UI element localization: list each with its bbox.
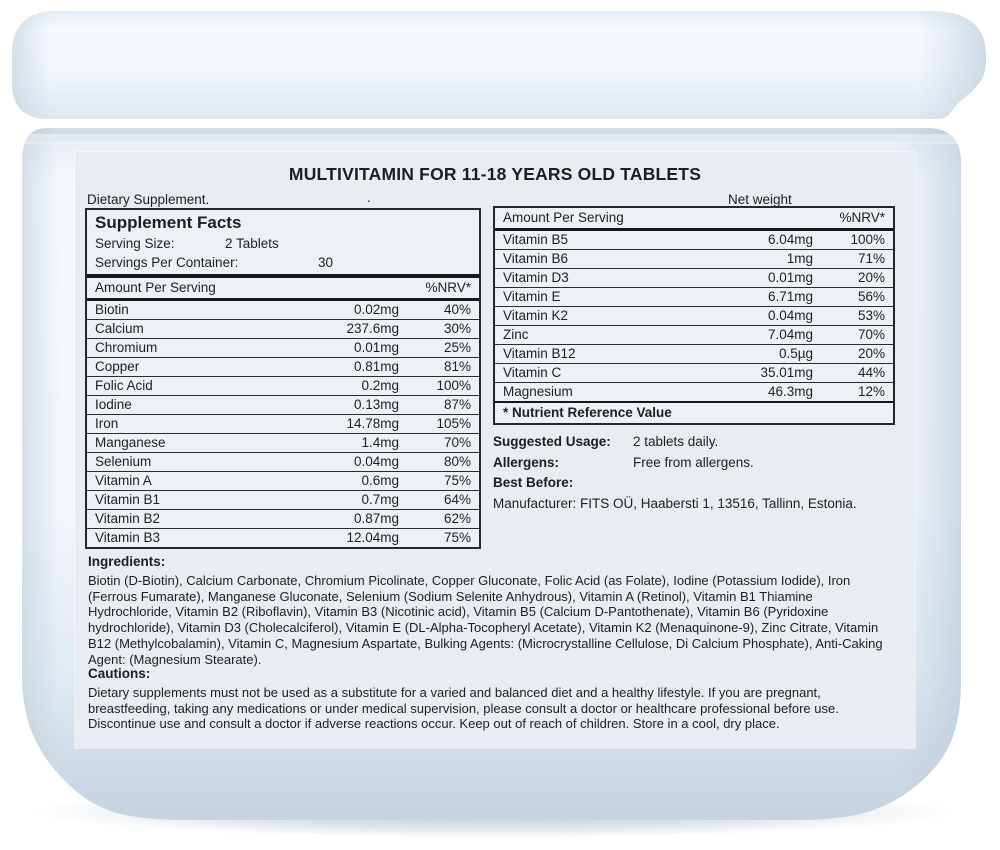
nutrient-name: Chromium [95,340,158,355]
cautions-section [88,666,900,732]
serving-size-value: 2 Tablets [225,236,279,251]
nutrient-name: Iron [95,416,119,431]
left-rows [87,301,479,547]
nrv-footnote: * Nutrient Reference Value [495,401,893,423]
nutrient-amount: 0.13mg [353,397,399,412]
nutrient-name: Vitamin B12 [503,346,576,361]
nutrient-amount: 46.3mg [767,384,813,399]
nutrient-amount: 0.87mg [353,511,399,526]
servings-per-container-label: Servings Per Container: [95,255,239,270]
nutrient-name: Vitamin C [503,365,562,380]
right-rows [495,231,893,401]
nutrient-nrv: 62% [443,511,471,526]
nutrient-name: Folic Acid [95,378,153,393]
supplement-facts-table-left [85,208,481,549]
nutrient-nrv: 64% [443,492,471,507]
nutrient-name: Magnesium [503,384,573,399]
nutrient-name: Vitamin K2 [503,308,569,323]
table-row [87,528,479,547]
nutrient-nrv: 100% [850,232,885,247]
nutrient-amount: 0.04mg [767,308,813,323]
table-row [87,471,479,490]
servings-per-container-row [87,253,479,272]
nutrient-name: Vitamin B3 [95,530,161,545]
nutrient-name: Vitamin A [95,473,152,488]
column-header-row [87,278,479,301]
serving-size-label: Serving Size: [95,236,175,251]
table-row [87,376,479,395]
allergens-label: Allergens: [493,454,560,470]
nutrient-amount: 14.78mg [346,416,399,431]
nutrient-amount: 12.04mg [346,530,399,545]
nutrient-nrv: 80% [443,454,471,469]
suggested-usage-value: 2 tablets daily. [633,434,719,449]
nutrient-name: Vitamin B1 [95,492,161,507]
nutrient-amount: 237.6mg [346,321,399,336]
nutrient-nrv: 53% [857,308,885,323]
ingredients-heading: Ingredients: [88,554,166,569]
nutrient-amount: 6.71mg [767,289,813,304]
nutrient-name: Vitamin E [503,289,561,304]
nutrient-nrv: 44% [857,365,885,380]
table-row [495,268,893,287]
table-row [87,414,479,433]
supplement-facts-heading: Supplement Facts [95,213,242,232]
cautions-heading: Cautions: [88,666,151,681]
table-row [87,490,479,509]
nutrient-nrv: 87% [443,397,471,412]
table-row [495,287,893,306]
usage-block [493,434,913,512]
nutrient-nrv: 81% [443,359,471,374]
table-row [87,452,479,471]
table-row [495,249,893,268]
nutrient-amount: 0.2mg [361,378,399,393]
table-row [87,319,479,338]
table-row [87,433,479,452]
net-weight-text: Net weight [728,192,792,207]
servings-per-container-value: 30 [318,255,334,270]
nutrient-nrv: 75% [443,473,471,488]
nutrient-nrv: 40% [443,302,471,317]
subtitle-dot: . [367,190,371,205]
nutrient-amount: 0.01mg [353,340,399,355]
nutrient-name: Calcium [95,321,144,336]
nutrient-nrv: 71% [857,251,885,266]
table-row [87,338,479,357]
product-title: MULTIVITAMIN FOR 11-18 YEARS OLD TABLETS [288,164,702,184]
table-row [87,509,479,528]
nutrient-name: Copper [95,359,140,374]
nutrient-name: Selenium [95,454,152,469]
dietary-supplement-text: Dietary Supplement. [87,192,210,207]
nutrient-name: Iodine [95,397,132,412]
nutrient-nrv: 20% [857,346,885,361]
suggested-usage-label: Suggested Usage: [493,434,611,449]
nutrient-nrv: 25% [443,340,471,355]
nutrient-name: Biotin [95,302,129,317]
column-nrv-label: %NRV* [839,210,885,225]
supplement-label [75,152,915,748]
best-before-row [493,475,913,491]
nutrient-amount: 0.5µg [778,346,813,361]
column-amount-label: Amount Per Serving [503,210,624,225]
nutrient-nrv: 30% [443,321,471,336]
nutrient-amount: 35.01mg [760,365,813,380]
column-nrv-label: %NRV* [425,280,471,295]
table-row [495,231,893,249]
nutrient-nrv: 105% [436,416,471,431]
table-row [495,363,893,382]
nutrient-nrv: 75% [443,530,471,545]
nutrient-name: Vitamin B2 [95,511,161,526]
nutrient-name: Manganese [95,435,166,450]
allergens-row [493,455,913,471]
nutrient-nrv: 12% [857,384,885,399]
table-row [87,395,479,414]
serving-size-row [87,234,479,253]
column-amount-label: Amount Per Serving [95,280,216,295]
table-row [495,306,893,325]
nutrient-amount: 0.01mg [767,270,813,285]
table-row [87,301,479,319]
nutrient-name: Vitamin B6 [503,251,569,266]
nutrient-name: Zinc [503,327,529,342]
nutrient-nrv: 56% [857,289,885,304]
supplement-facts-table-right [493,206,895,425]
nutrient-nrv: 70% [857,327,885,342]
best-before-label: Best Before: [493,475,574,490]
nutrient-amount: 0.81mg [353,359,399,374]
table-row [87,357,479,376]
table-row [495,344,893,363]
table-row [495,382,893,401]
nutrient-amount: 1.4mg [361,435,399,450]
nutrient-amount: 7.04mg [767,327,813,342]
nutrient-amount: 0.04mg [353,454,399,469]
ingredients-text: Biotin (D-Biotin), Calcium Carbonate, Chromium Picolinate, Copper Gluconate, Folic Acid (as Folate), Iodine (Potassium Iodide), Iron (Ferrous Fumarate), Manganese Gluconate, Selenium (Sodium Selenite Anhydrous), Vitamin A (Retinol), Vitamin B1 Thiamine Hydrochloride, Vitamin B2 (Riboflavin), Vitamin B3 (Nicotinic acid), Vitamin B5 (Calcium D-Pantothenate), Vitamin B6 (Pyridoxine hydrochloride), Vitamin D3 (Cholecalciferol), Vitamin E (DL-Alpha-Tocopheryl Acetate), Vitamin K2 (Menaquinone-9), Zinc Citrate, Vitamin B12 (Methylcobalamin), Vitamin C, Magnesium Aspartate, Bulking Agents: (Microcrystalline Cellulose, Di Calcium Phosphate), Anti-Caking Agent: (Magnesium Stearate). [88,573,883,667]
nutrient-name: Vitamin B5 [503,232,569,247]
nutrient-nrv: 70% [443,435,471,450]
suggested-usage-row [493,434,913,450]
allergens-value: Free from allergens. [633,454,754,470]
nutrient-nrv: 20% [857,270,885,285]
cautions-text: Dietary supplements must not be used as a substitute for a varied and balanced diet and a healthy lifestyle. If you are pregnant, breastfeeding, taking any medications or under medical supervision, please consult a doctor or healthcare professional before use. Discontinue use and consult a doctor if adverse reactions occur. Keep out of reach of children. Store in a cool, dry place. [88,685,839,732]
column-header-row [495,208,893,231]
nutrient-amount: 0.7mg [361,492,399,507]
table-row [495,325,893,344]
nutrient-name: Vitamin D3 [503,270,569,285]
nutrient-amount: 6.04mg [767,232,813,247]
nutrient-amount: 0.6mg [361,473,399,488]
nutrient-amount: 0.02mg [353,302,399,317]
ingredients-section [88,554,900,667]
manufacturer-text: Manufacturer: FITS OÜ, Haabersti 1, 13516, Tallinn, Estonia. [493,495,857,511]
nutrient-amount: 1mg [786,251,813,266]
nutrient-nrv: 100% [436,378,471,393]
